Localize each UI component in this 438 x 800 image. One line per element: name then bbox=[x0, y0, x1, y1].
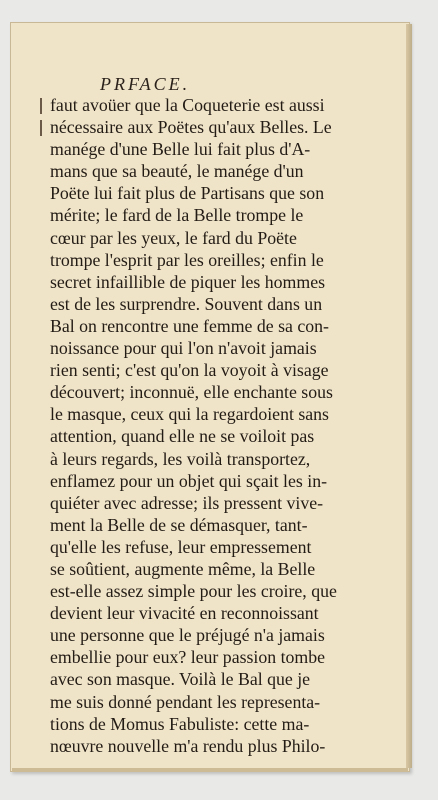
text-line: ment la Belle de se démasquer, tant- bbox=[50, 514, 308, 535]
text-line: rien senti; c'est qu'on la voyoit à visage bbox=[50, 360, 329, 381]
text-line: Bal on rencontre une femme de sa con- bbox=[50, 315, 329, 336]
text-line: est de les surprendre. Souvent dans un bbox=[50, 293, 323, 314]
text-line: nécessaire aux Poëtes qu'aux Belles. Le bbox=[50, 117, 332, 138]
text-line: noissance pour qui l'on n'avoit jamais bbox=[50, 338, 317, 359]
text-line: me suis donné pendant les representa- bbox=[50, 691, 321, 712]
page-edge-bottom bbox=[12, 768, 408, 772]
text-line: le masque, ceux qui la regardoient sans bbox=[50, 404, 329, 425]
text-line: Poëte lui fait plus de Partisans que son bbox=[50, 183, 325, 204]
text-line: manége d'une Belle lui fait plus d'A- bbox=[50, 139, 311, 160]
text-line: secret infaillible de piquer les hommes bbox=[50, 271, 326, 292]
text-line: devient leur vivacité en reconnoissant bbox=[50, 603, 319, 624]
text-line: quiéter avec adresse; ils pressent vive- bbox=[50, 492, 324, 513]
body-text bbox=[50, 94, 350, 757]
text-line: découvert; inconnuë, elle enchante sous bbox=[50, 382, 333, 403]
text-line: mans que sa beauté, le manége d'un bbox=[50, 161, 304, 182]
text-line: attention, quand elle ne se voiloit pas bbox=[50, 426, 315, 447]
text-line: avec son masque. Voilà le Bal que je bbox=[50, 669, 311, 690]
text-line: tions de Momus Fabuliste: cette ma- bbox=[50, 713, 310, 734]
text-line: trompe l'esprit par les oreilles; enfin le bbox=[50, 249, 324, 270]
text-line: est-elle assez simple pour les croire, que bbox=[50, 581, 337, 602]
margin-mark bbox=[40, 120, 42, 136]
text-line: faut avoüer que la Coqueterie est aussi bbox=[50, 95, 325, 115]
text-line: une personne que le préjugé n'a jamais bbox=[50, 625, 325, 646]
text-line: se soûtient, augmente même, la Belle bbox=[50, 558, 316, 579]
text-line: à leurs regards, les voilà transportez, bbox=[50, 448, 311, 469]
text-line: enflamez pour un objet qui sçait les in- bbox=[50, 470, 328, 491]
margin-mark bbox=[40, 98, 42, 114]
text-line: qu'elle les refuse, leur empressement bbox=[50, 536, 312, 557]
running-head: PRFACE. bbox=[100, 74, 191, 94]
page-edge-right bbox=[406, 24, 412, 768]
text-line: embellie pour eux? leur passion tombe bbox=[50, 647, 326, 668]
text-line: cœur par les yeux, le fard du Poëte bbox=[50, 227, 297, 248]
text-line: nœuvre nouvelle m'a rendu plus Philo- bbox=[50, 735, 326, 756]
text-line: mérite; le fard de la Belle trompe le bbox=[50, 205, 304, 226]
